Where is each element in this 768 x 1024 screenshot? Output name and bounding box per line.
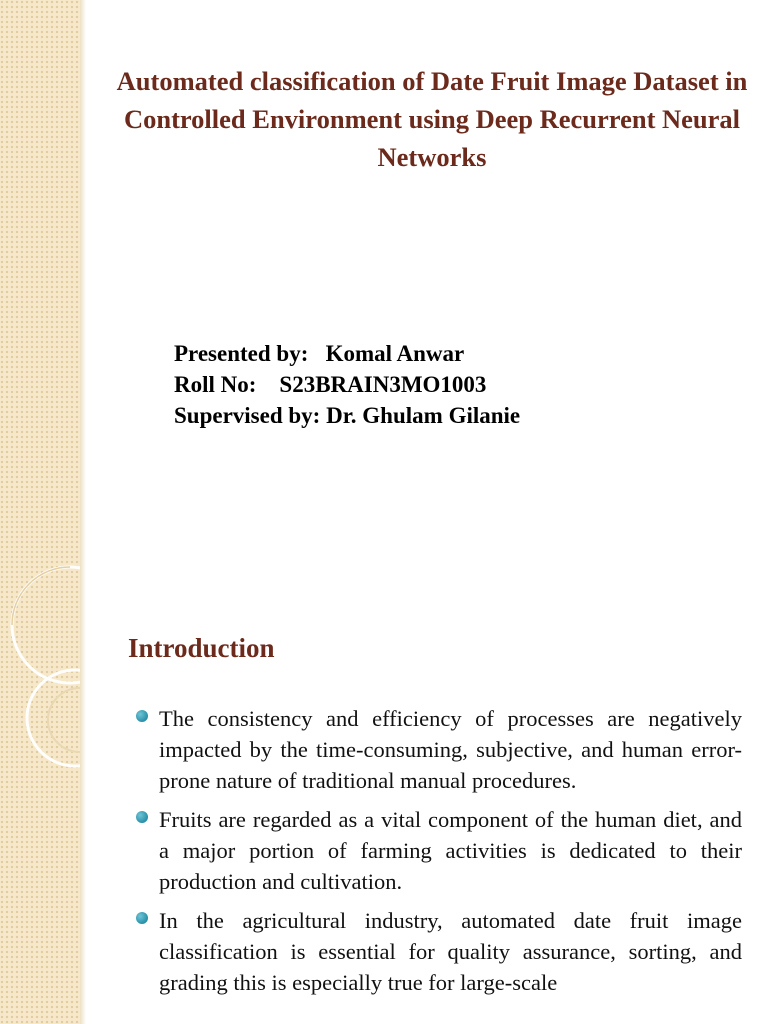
bullet-text: Fruits are regarded as a vital component of the human diet, and a major portion of farming activities is dedicated to their production and cultivation. — [159, 807, 742, 894]
bullet-text: The consistency and efficiency of processes are negatively impacted by the time-consuming, subjective, and human error-prone nature of traditional manual procedures. — [159, 706, 742, 793]
decorative-circles-icon — [0, 0, 80, 1024]
bullet-item — [134, 703, 742, 796]
introduction-bullet-list — [134, 703, 742, 1006]
bullet-text: In the agricultural industry, automated date fruit image classification is essential for quality assurance, sorting, and grading this is especially true for large-scale — [159, 908, 742, 995]
roll-number-line: Roll No: S23BRAIN3MO1003 — [174, 372, 487, 397]
bullet-item — [134, 905, 742, 998]
bullet-dot-icon — [136, 912, 148, 924]
supervisor-line: Supervised by: Dr. Ghulam Gilanie — [174, 403, 521, 428]
bullet-item — [134, 804, 742, 897]
slide-title: Automated classification of Date Fruit Image Dataset in Controlled Environment using Deep Recurrent Neural Networks — [116, 66, 748, 172]
introduction-heading: Introduction — [128, 633, 275, 663]
bullet-dot-icon — [136, 710, 148, 722]
presenter-line: Presented by: Komal Anwar — [174, 341, 465, 366]
presenter-info — [174, 338, 520, 431]
bullet-dot-icon — [136, 811, 148, 823]
decorative-sidebar — [0, 0, 80, 1024]
sidebar-edge — [80, 0, 86, 1024]
